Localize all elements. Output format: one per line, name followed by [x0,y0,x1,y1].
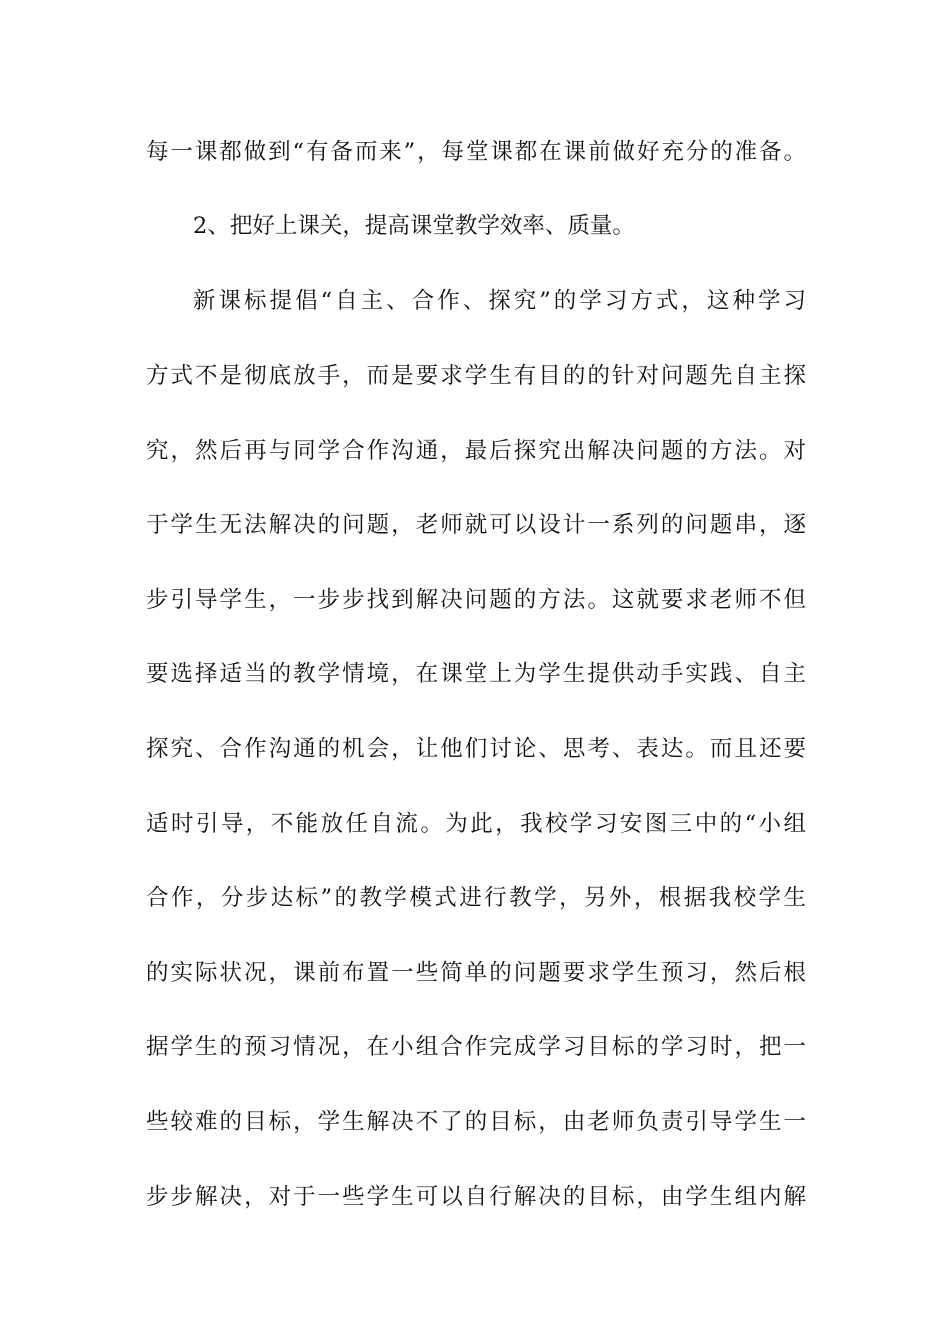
text-line: 探究、合作沟通的机会，让他们讨论、思考、表达。而且还要 [146,736,806,762]
text-line: 要选择适当的教学情境，在课堂上为学生提供动手实践、自主 [146,661,806,687]
text-line: 适时引导，不能放任自流。为此，我校学习安图三中的“小组 [146,811,806,837]
text-line: 些较难的目标，学生解决不了的目标，由老师负责引导学生一 [146,1109,806,1135]
text-line: 合作，分步达标”的教学模式进行教学，另外，根据我校学生 [146,885,806,911]
text-line: 步引导学生，一步步找到解决问题的方法。这就要求老师不但 [146,587,806,613]
text-line: 每一课都做到“有备而来”，每堂课都在课前做好充分的准备。 [146,139,806,165]
section-heading: 2、把好上课关，提高课堂教学效率、质量。 [193,213,635,239]
text-line: 究，然后再与同学合作沟通，最后探究出解决问题的方法。对 [146,438,806,464]
paragraph-first-line: 新课标提倡“自主、合作、探究”的学习方式，这种学习 [193,288,806,314]
text-line: 方式不是彻底放手，而是要求学生有目的的针对问题先自主探 [146,363,806,389]
text-line: 的实际状况，课前布置一些简单的问题要求学生预习，然后根 [146,960,806,986]
text-line: 据学生的预习情况，在小组合作完成学习目标的学习时，把一 [146,1034,806,1060]
text-line: 步步解决，对于一些学生可以自行解决的目标，由学生组内解 [146,1184,806,1210]
text-line: 于学生无法解决的问题，老师就可以设计一系列的问题串，逐 [146,512,806,538]
